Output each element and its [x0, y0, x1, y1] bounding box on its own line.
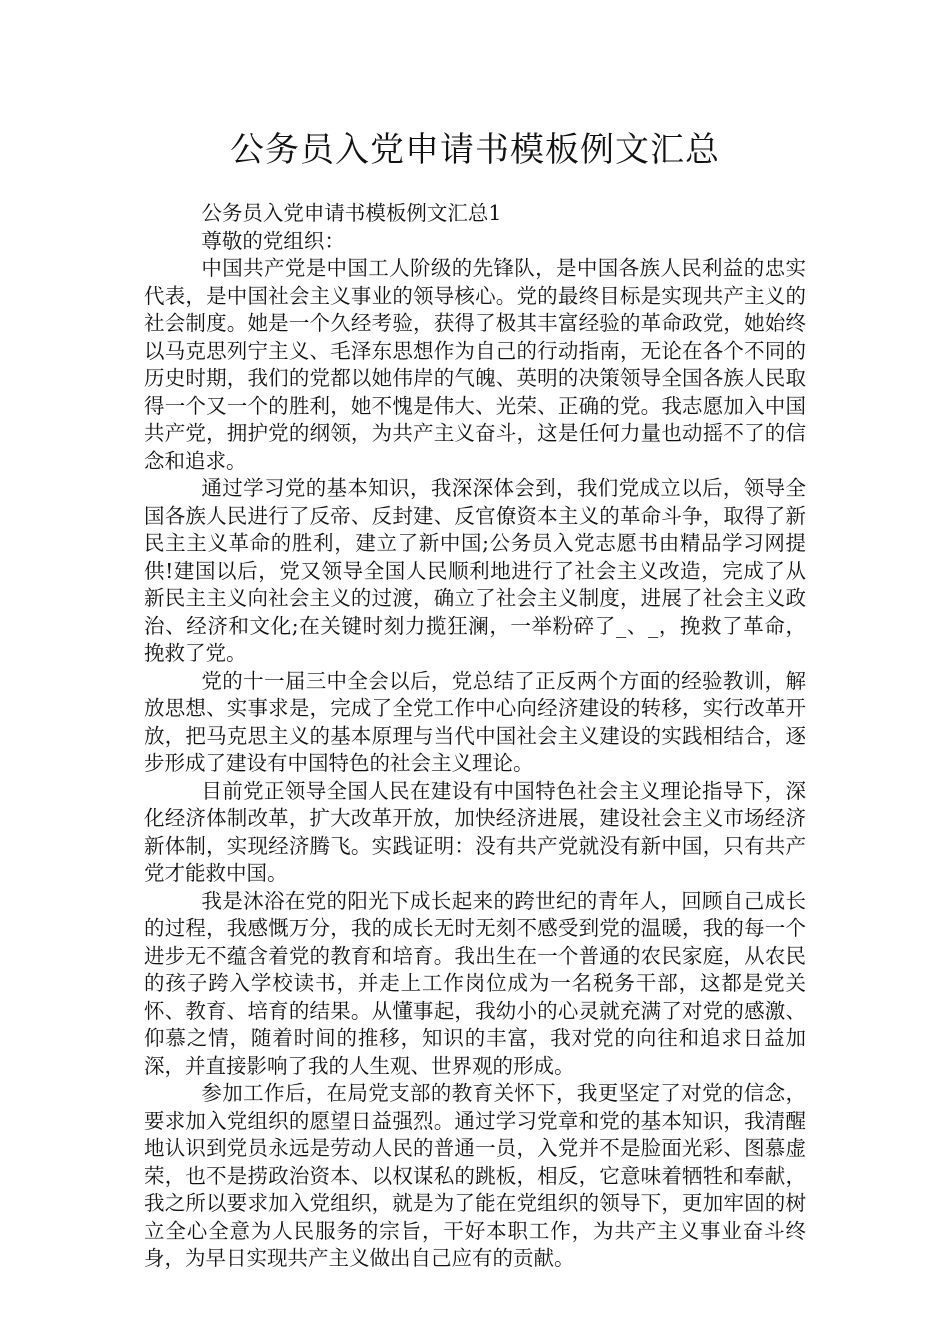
- body-paragraph: 党的十一届三中全会以后，党总结了正反两个方面的经验教训，解放思想、实事求是，完成了全党工作中心向经济建设的转移，实行改革开放，把马克思主义的基本原理与当代中国社会主义建设的实践相结合，逐步形成了建设有中国特色的社会主义理论。: [144, 668, 806, 775]
- document-body: [144, 200, 806, 1273]
- document-title: 公务员入党申请书模板例文汇总: [230, 130, 720, 170]
- document-subtitle: 公务员入党申请书模板例文汇总1: [201, 201, 502, 225]
- body-paragraph: 我是沐浴在党的阳光下成长起来的跨世纪的青年人，回顾自己成长的过程，我感慨万分，我的成长无时无刻不感受到党的温暖，我的每一个进步无不蕴含着党的教育和培育。我出生在一个普通的农民家庭，从农民的孩子跨入学校读书，并走上工作岗位成为一名税务干部，这都是党关怀、教育、培育的结果。从懂事起，我幼小的心灵就充满了对党的感激、仰慕之情，随着时间的推移，知识的丰富，我对党的向往和追求日益加深，并直接影响了我的人生观、世界观的形成。: [144, 888, 806, 1078]
- body-paragraph: 中国共产党是中国工人阶级的先锋队，是中国各族人民利益的忠实代表，是中国社会主义事业的领导核心。党的最终目标是实现共产主义的社会制度。她是一个久经考验，获得了极其丰富经验的革命政党，她始终以马克思列宁主义、毛泽东思想作为自己的行动指南，无论在各个不同的历史时期，我们的党都以她伟岸的气魄、英明的决策领导全国各族人民取得一个又一个的胜利，她不愧是伟大、光荣、正确的党。我志愿加入中国共产党，拥护党的纲领，为共产主义奋斗，这是任何力量也动摇不了的信念和追求。: [144, 256, 806, 473]
- body-paragraph: 参加工作后，在局党支部的教育关怀下，我更坚定了对党的信念，要求加入党组织的愿望日益强烈。通过学习党章和党的基本知识，我清醒地认识到党员永远是劳动人民的普通一员，入党并不是脸面光彩、图慕虚荣，也不是捞政治资本、以权谋私的跳板，相反，它意味着牺牲和奉献，我之所以要求加入党组织，就是为了能在党组织的领导下，更加牢固的树立全心全意为人民服务的宗旨，干好本职工作，为共产主义事业奋斗终身，为早日实现共产主义做出自己应有的贡献。: [144, 1081, 806, 1270]
- salutation: 尊敬的党组织：: [201, 228, 345, 253]
- body-paragraph: 通过学习党的基本知识，我深深体会到，我们党成立以后，领导全国各族人民进行了反帝、反封建、反官僚资本主义的革命斗争，取得了新民主主义革命的胜利，建立了新中国;公务员入党志愿书由精品学习网提供!建国以后，党又领导全国人民顺利地进行了社会主义改造，完成了从新民主主义向社会主义的过渡，确立了社会主义制度，进展了社会主义政治、经济和文化;在关键时刻力揽狂澜，一举粉碎了_、_，挽救了革命，挽救了党。: [144, 476, 806, 665]
- body-paragraph: 目前党正领导全国人民在建设有中国特色社会主义理论指导下，深化经济体制改革，扩大改革开放，加快经济进展，建设社会主义市场经济新体制，实现经济腾飞。实践证明：没有共产党就没有新中国，只有共产党才能救中国。: [144, 778, 806, 885]
